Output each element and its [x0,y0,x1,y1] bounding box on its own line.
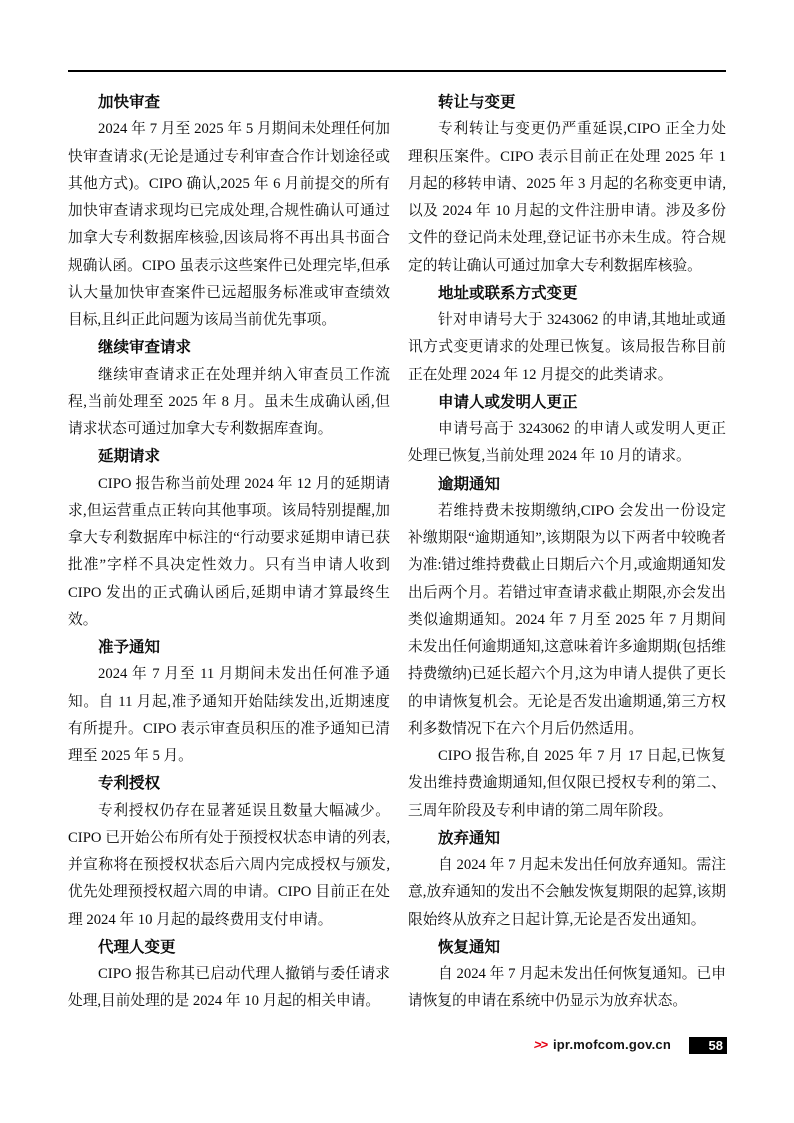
section-heading: 延期请求 [98,448,161,466]
paragraph: 2024 年 7 月至 2025 年 5 月期间未处理任何加快审查请求(无论是通过专利审查合作计划途径或其他方式)。CIPO 确认,2025 年 6 月前提交的所有加快审查请求现均已完成处理,合规性确认可通过加拿大专利数据库核验,因该局将不再出具书面合规确认函。CIPO 虽表示这些案件已处理完毕,但承认大量加快审查案件已远超服务标准或审查绩效目标,且纠正此问题为该局当前优先事项。 [68,121,390,328]
text-columns [68,89,726,1016]
paragraph: 2024 年 7 月至 11 月期间未发出任何准予通知。自 11 月起,准予通知开始陆续发出,近期速度有所提升。CIPO 表示审查员积压的准予通知已清理至 2025 年 5 月。 [68,666,390,764]
page-footer [534,1036,727,1054]
section-heading: 继续审查请求 [98,339,192,357]
section-heading: 转让与变更 [438,94,516,111]
paragraph: 专利授权仍存在显著延误且数量大幅减少。CIPO 已开始公布所有处于预授权状态申请的列表,并宣称将在预授权状态后六周内完成授权与颁发,优先处理预授权超六周的申请。CIPO 目前正在处理 2024 年 10 月起的最终费用支付申请。 [68,802,390,928]
paragraph: 若维持费未按期缴纳,CIPO 会发出一份设定补缴期限“逾期通知”,该期限为以下两者中较晚者为准:错过维持费截止日期后六个月,或逾期通知发出后两个月。若错过审查请求截止期限,亦会发出类似逾期通知。2024 年 7 月至 2025 年 7 月期间未发出任何逾期通知,这意味着许多逾期期(包括维持费缴纳)已延长超六个月,这为申请人提供了更长的申请恢复机会。无论是否发出逾期通,第三方权利多数情况下在六个月后仍然适用。 [408,502,726,737]
section-heading: 逾期通知 [438,475,501,493]
text-column-right [408,89,726,1016]
section-heading: 申请人或发明人更正 [438,393,578,411]
double-chevron-icon: >> [532,1037,549,1052]
paragraph: 自 2024 年 7 月起未发出任何放弃通知。需注意,放弃通知的发出不会触发恢复期限的起算,该期限始终从放弃之日起计算,无论是否发出通知。 [408,857,726,928]
section-heading: 加快审查 [98,94,161,111]
paragraph: CIPO 报告称其已启动代理人撤销与委任请求处理,目前处理的是 2024 年 10 月起的相关申请。 [68,966,390,1010]
section-heading: 代理人变更 [98,938,176,956]
section-heading: 恢复通知 [438,938,501,956]
paragraph: 专利转让与变更仍严重延误,CIPO 正全力处理积压案件。CIPO 表示目前正在处理 2025 年 1 月起的移转申请、2025 年 3 月起的名称变更申请,以及 2024 年 10 月起的文件注册申请。涉及多份文件的登记尚未处理,登记证书亦未生成。符合规定的转让确认可通过加拿大专利数据库核验。 [408,121,726,274]
paragraph: 针对申请号大于 3243062 的申请,其地址或通讯方式变更请求的处理已恢复。该局报告称目前正在处理 2024 年 12 月提交的此类请求。 [408,312,726,383]
section-heading: 专利授权 [98,775,161,793]
section-heading: 放弃通知 [438,829,501,847]
paragraph: 申请号高于 3243062 的申请人或发明人更正处理已恢复,当前处理 2024 年 10 月的请求。 [408,421,726,465]
paragraph: 继续审查请求正在处理并纳入审查员工作流程,当前处理至 2025 年 8 月。虽未生成确认函,但请求状态可通过加拿大专利数据库查询。 [68,366,390,437]
top-divider [68,70,726,72]
page-number-badge: 58 [689,1037,727,1054]
section-heading: 准予通知 [98,639,161,656]
footer-url: ipr.mofcom.gov.cn [552,1037,671,1052]
paragraph: CIPO 报告称,自 2025 年 7 月 17 日起,已恢复发出维持费逾期通知,但仅限已授权专利的第二、三周年阶段及专利申请的第二周年阶段。 [408,748,726,819]
section-heading: 地址或联系方式变更 [438,284,578,302]
paragraph: 自 2024 年 7 月起未发出任何恢复通知。已申请恢复的申请在系统中仍显示为放弃状态。 [408,966,726,1010]
text-column-left [68,89,390,1016]
paragraph: CIPO 报告称当前处理 2024 年 12 月的延期请求,但运营重点正转向其他事项。该局特别提醒,加拿大专利数据库中标注的“行动要求延期申请已获批准”字样不具决定性效力。只有当申请人收到 CIPO 发出的正式确认函后,延期申请才算最终生效。 [68,475,390,628]
